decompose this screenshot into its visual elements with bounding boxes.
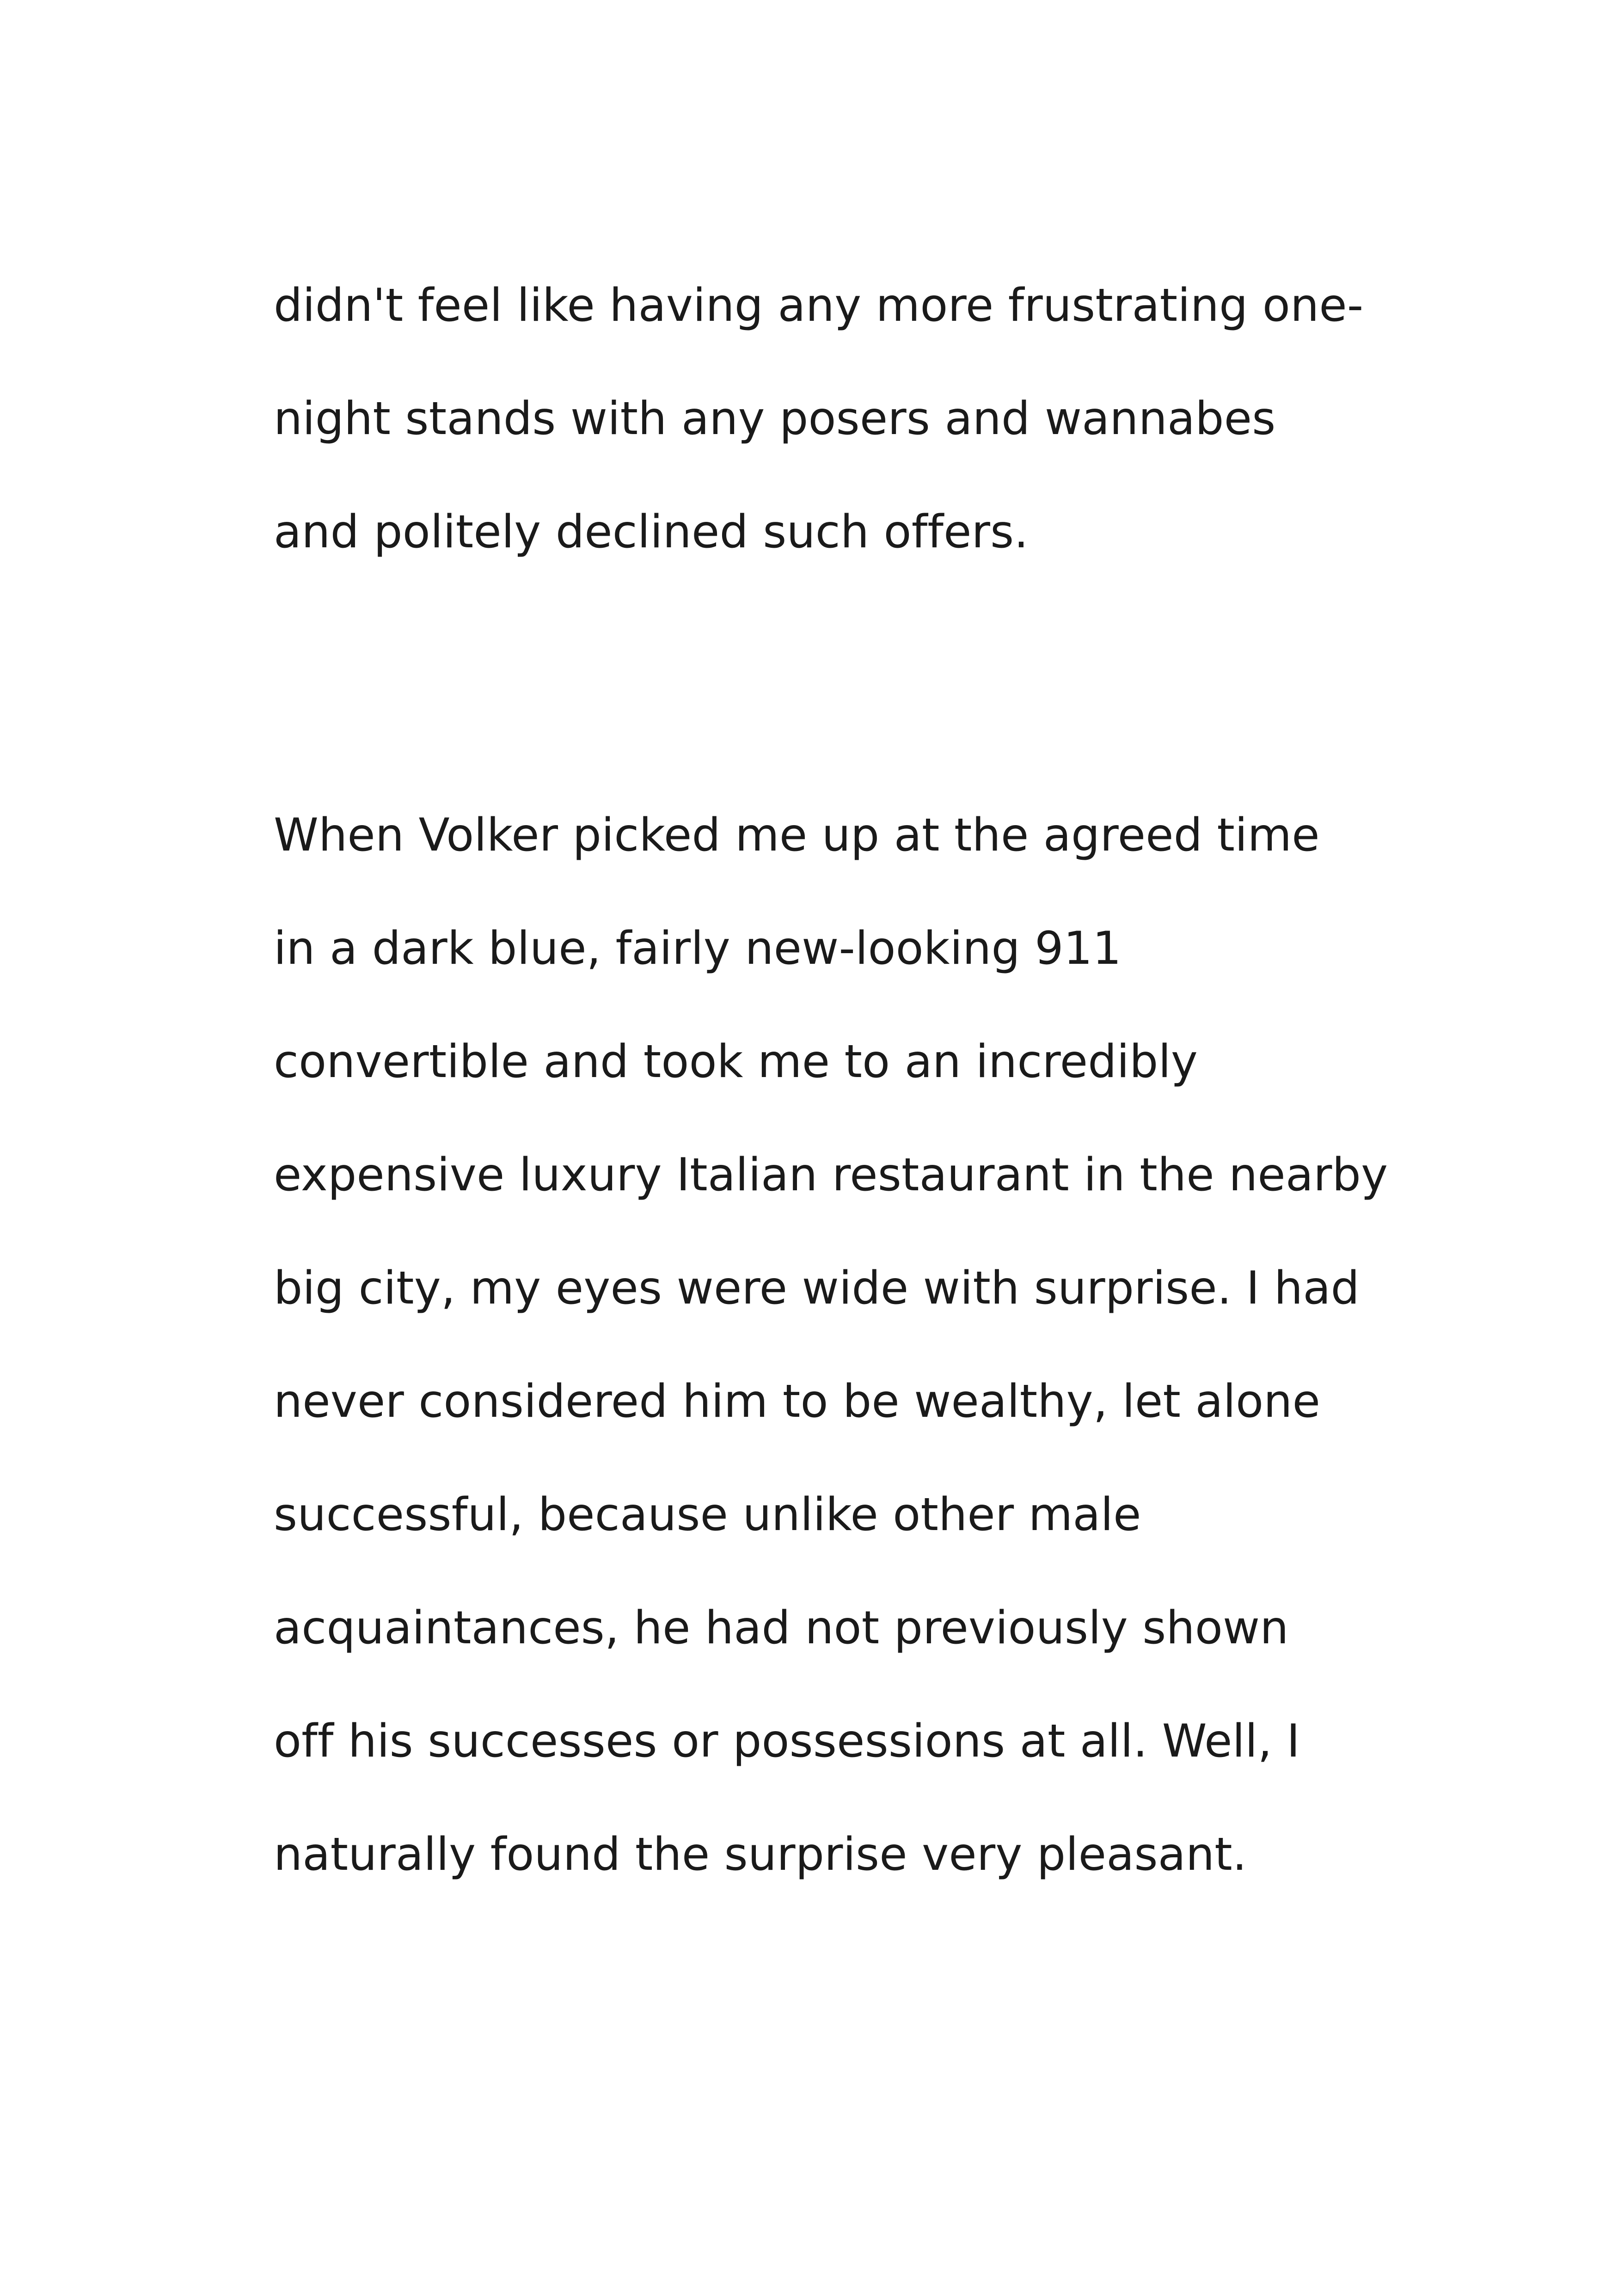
text-line: in a dark blue, fairly new-looking 911 bbox=[274, 922, 1122, 975]
text-line: night stands with any posers and wannabes bbox=[274, 392, 1276, 445]
text-line: expensive luxury Italian restaurant in the nearby bbox=[274, 1149, 1388, 1201]
text-line: successful, because unlike other male bbox=[274, 1488, 1141, 1541]
text-line: off his successes or possessions at all. Well, I bbox=[274, 1715, 1300, 1768]
text-line: and politely declined such offers. bbox=[274, 506, 1029, 558]
text-line: naturally found the surprise very pleasant. bbox=[274, 1828, 1247, 1881]
text-line: never considered him to be wealthy, let alone bbox=[274, 1375, 1321, 1428]
text-line: When Volker picked me up at the agreed time bbox=[274, 809, 1320, 862]
text-line: didn't feel like having any more frustrating one- bbox=[274, 279, 1364, 332]
text-line: acquaintances, he had not previously shown bbox=[274, 1602, 1289, 1654]
text-line: big city, my eyes were wide with surprise. I had bbox=[274, 1262, 1360, 1315]
text-line: convertible and took me to an incredibly bbox=[274, 1035, 1198, 1088]
